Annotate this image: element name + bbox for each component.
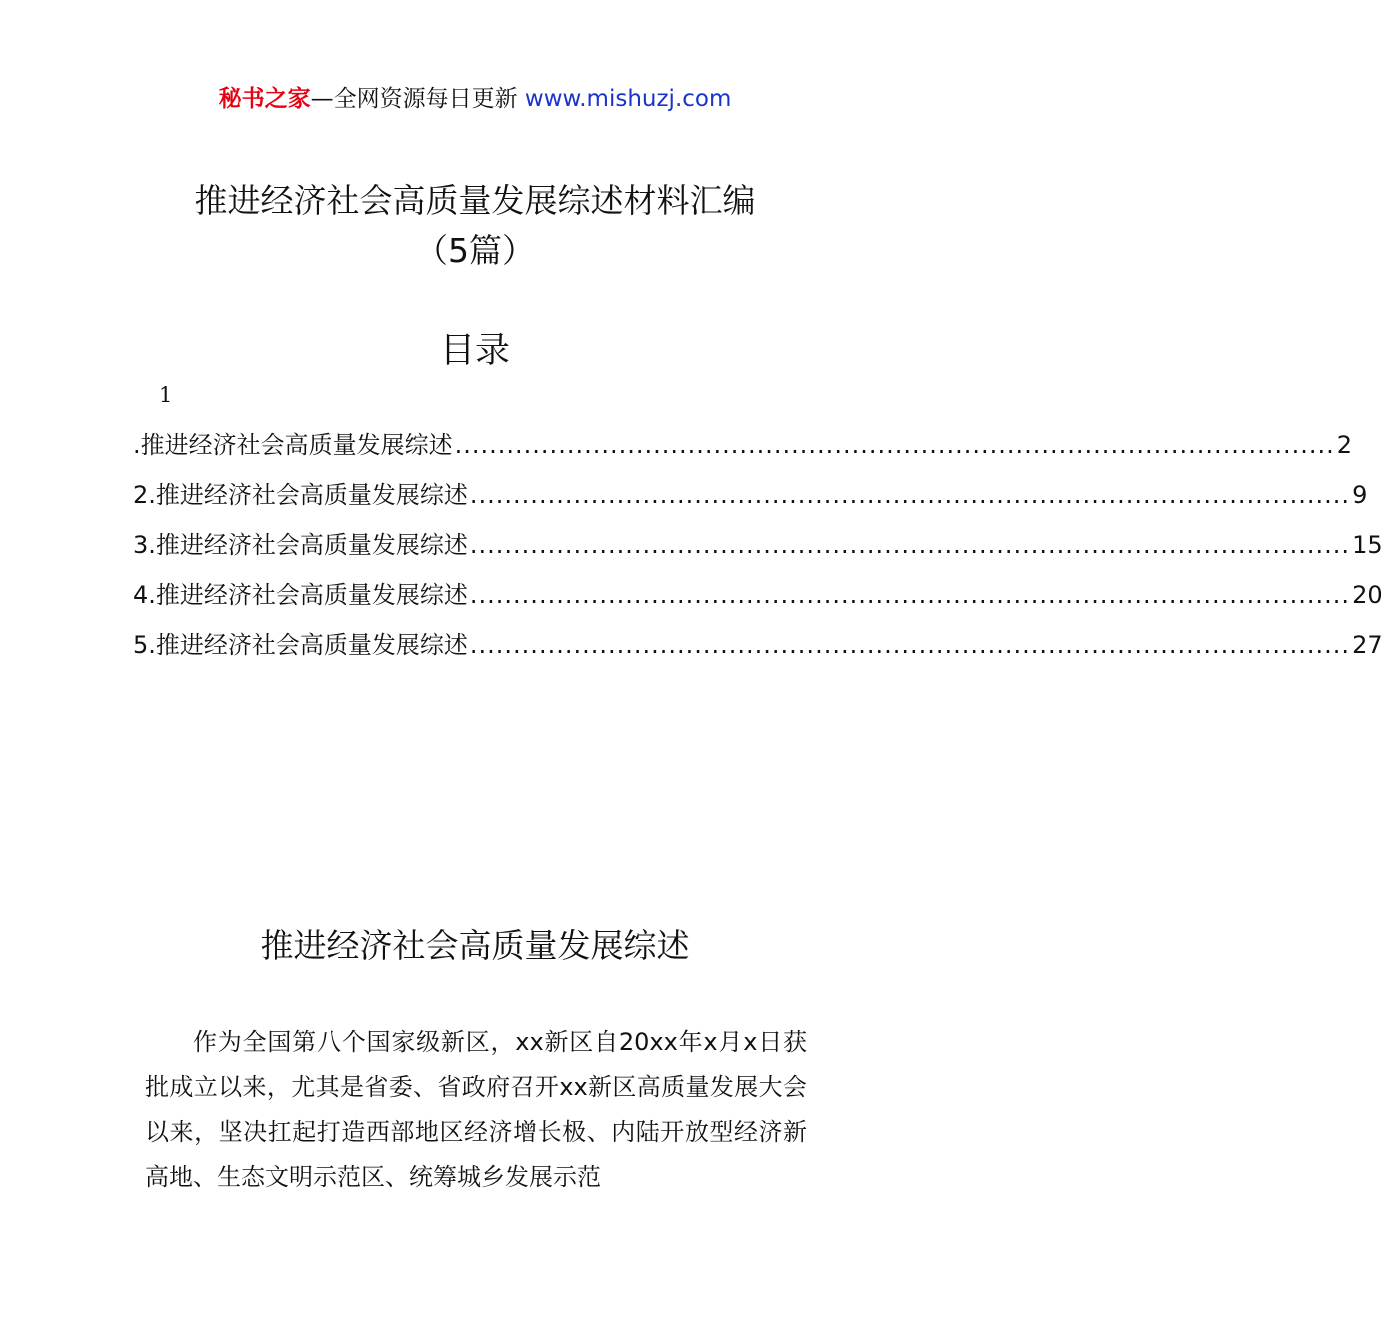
site-name: 秘书之家 (218, 86, 311, 112)
section-title: 推进经济社会高质量发展综述 (260, 926, 690, 965)
table-of-contents (133, 425, 1383, 675)
toc-entry[interactable] (133, 575, 1383, 625)
toc-stray-number: 1 (159, 383, 173, 407)
toc-dot-leader: ...................................................................................................... (469, 481, 1351, 509)
toc-entry-page: 20 (1352, 581, 1383, 609)
toc-entry[interactable] (133, 525, 1383, 575)
toc-entry-page: 27 (1352, 631, 1383, 659)
toc-entry-page: 15 (1352, 531, 1383, 559)
site-header (0, 80, 950, 113)
site-slogan: —全网资源每日更新 (310, 86, 525, 112)
toc-dot-leader: ...................................................................................................... (469, 631, 1351, 659)
toc-dot-leader: ...................................................................................................... (469, 531, 1351, 559)
toc-entry[interactable] (133, 625, 1383, 675)
document-title-count: （5篇） (415, 231, 535, 270)
toc-entry-label: 2.推进经济社会高质量发展综述 (133, 481, 468, 509)
toc-heading: 目录 (439, 331, 510, 371)
toc-entry-page: 9 (1352, 481, 1368, 509)
toc-entry-label: 4.推进经济社会高质量发展综述 (133, 581, 468, 609)
toc-entry[interactable] (133, 425, 1353, 475)
document-title: 推进经济社会高质量发展综述材料汇编 (194, 181, 756, 220)
site-url-link[interactable]: www.mishuzj.com (524, 86, 732, 112)
toc-entry-page: 2 (1336, 431, 1353, 459)
toc-entry-label: .推进经济社会高质量发展综述 (133, 431, 453, 459)
toc-entry-label: 5.推进经济社会高质量发展综述 (133, 631, 468, 659)
toc-entry-label: 3.推进经济社会高质量发展综述 (133, 531, 468, 559)
toc-dot-leader: ...................................................................................................... (469, 581, 1351, 609)
toc-entry[interactable] (133, 475, 1368, 525)
body-paragraph: 作为全国第八个国家级新区，xx新区自20xx年x月x日获批成立以来，尤其是省委、省政府召开xx新区高质量发展大会以来，坚决扛起打造西部地区经济增长极、内陆开放型经济新高地、生态文明示范区、统筹城乡发展示范 (145, 1028, 807, 1191)
toc-dot-leader: ...................................................................................................... (454, 431, 1335, 459)
